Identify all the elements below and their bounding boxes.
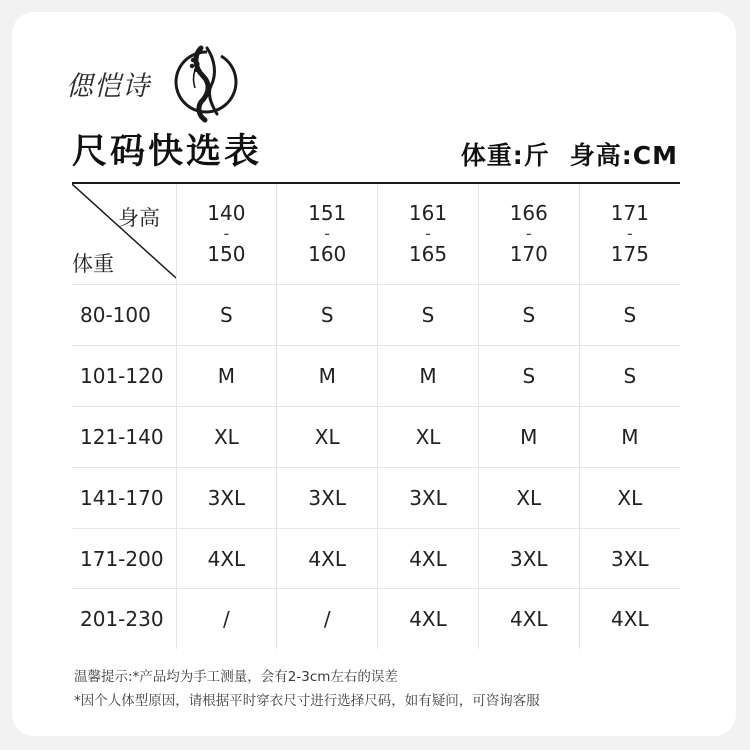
height-from: 140 (207, 201, 246, 225)
size-cell: XL (579, 467, 680, 528)
notes (74, 665, 540, 713)
size-cell: S (277, 285, 378, 346)
note-measurement: 温馨提示:*产品均为手工测量，会有2-3cm左右的误差 (74, 669, 398, 685)
weight-range-cell: 141-170 (72, 467, 176, 528)
weight-range-cell: 201-230 (72, 589, 176, 649)
weight-range-cell: 171-200 (72, 528, 176, 589)
height-sep: - (626, 224, 633, 243)
height-sep: - (223, 224, 230, 243)
size-cell: XL (277, 406, 378, 467)
height-from: 171 (610, 201, 649, 225)
height-header (579, 184, 680, 285)
size-cell: M (378, 345, 479, 406)
size-cell: S (378, 285, 479, 346)
size-cell: S (579, 285, 680, 346)
size-cell: M (478, 406, 579, 467)
size-cell: 3XL (378, 467, 479, 528)
size-cell: 4XL (579, 589, 680, 649)
height-sep: - (525, 224, 532, 243)
size-cell: S (176, 285, 277, 346)
corner-height-label: 身高 (118, 206, 160, 230)
height-from: 166 (509, 201, 548, 225)
size-cell: M (176, 345, 277, 406)
table-row (72, 285, 680, 346)
height-to: 165 (408, 242, 448, 266)
size-cell: 3XL (579, 528, 680, 589)
size-cell: 3XL (277, 467, 378, 528)
size-cell: M (277, 345, 378, 406)
corner-weight-label: 体重 (72, 252, 114, 276)
size-cell: S (579, 345, 680, 406)
size-cell: 3XL (176, 467, 277, 528)
size-cell: / (277, 589, 378, 649)
size-cell: 3XL (478, 528, 579, 589)
weight-range-cell: 121-140 (72, 406, 176, 467)
table-header-row (72, 184, 680, 285)
table-row (72, 406, 680, 467)
table-row (72, 467, 680, 528)
size-cell: S (478, 285, 579, 346)
height-from: 151 (308, 201, 347, 225)
size-cell: XL (378, 406, 479, 467)
chart-title: 尺码快选表 (72, 132, 263, 172)
size-cell: 4XL (378, 528, 479, 589)
size-cell: XL (478, 467, 579, 528)
weight-range-cell: 80-100 (72, 285, 176, 346)
brand-name: 偲恺诗 (66, 71, 150, 102)
size-cell: 4XL (176, 528, 277, 589)
weight-unit: 体重:斤 (460, 141, 550, 170)
size-cell: 4XL (277, 528, 378, 589)
table-row (72, 345, 680, 406)
brand-logo-icon (171, 42, 243, 124)
height-to: 175 (610, 242, 649, 266)
size-cell: / (176, 589, 277, 649)
height-header (478, 184, 579, 285)
height-header (378, 184, 479, 285)
size-cell: XL (176, 406, 277, 467)
height-to: 170 (509, 242, 548, 266)
height-header (277, 184, 378, 285)
size-cell: S (478, 345, 579, 406)
height-sep: - (425, 224, 431, 243)
height-unit: 身高:CM (569, 141, 678, 170)
table-row (72, 528, 680, 589)
note-fit-advice: *因个人体型原因，请根据平时穿衣尺寸进行选择尺码，如有疑问，可咨询客服 (74, 693, 540, 709)
height-to: 150 (207, 242, 246, 266)
size-table (72, 184, 680, 649)
units-legend (461, 136, 678, 172)
size-cell: M (579, 406, 680, 467)
height-sep: - (324, 224, 331, 243)
size-cell: 4XL (478, 589, 579, 649)
size-cell: 4XL (378, 589, 479, 649)
height-to: 160 (308, 242, 347, 266)
table-row (72, 589, 680, 649)
weight-range-cell: 101-120 (72, 345, 176, 406)
height-from: 161 (408, 201, 448, 225)
height-header (176, 184, 277, 285)
corner-cell (72, 184, 176, 285)
